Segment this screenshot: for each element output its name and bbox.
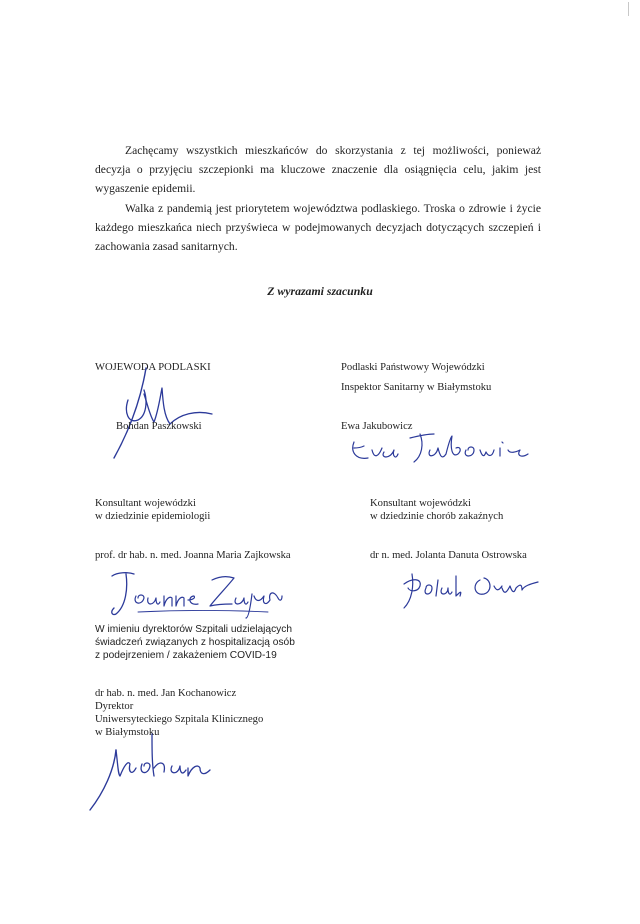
scan-mark: [628, 2, 629, 16]
dyrektorzy-line-1: W imieniu dyrektorów Szpitali udzielających: [95, 624, 293, 635]
paragraph-1: Zachęcamy wszystkich mieszkańców do skorzystania z tej możliwości, ponieważ decyzja o przyjęciu szczepionki ma kluczowe znaczenie dla osiągnięcia celu, jakim jest wygaszenie epidemii.: [95, 144, 541, 196]
epidemiologia-title-1: Konsultant wojewódzki: [95, 498, 196, 509]
paragraph-2: Walka z pandemią jest priorytetem województwa podlaskiego. Troska o zdrowie i życie każdego mieszkańca niech przyświeca w podejmowanych decyzjach dotyczących szczepień i zachowania zasad sanitarnych.: [95, 201, 541, 254]
dyrektorzy-line-3: z podejrzeniem / zakażeniem COVID-19: [95, 650, 277, 661]
epidemiologia-name: prof. dr hab. n. med. Joanna Maria Zajkowska: [95, 550, 291, 561]
letter-body: [95, 141, 541, 256]
epidemiologia-signature: [108, 566, 284, 620]
wojewoda-signature: [108, 366, 218, 462]
dyrektorzy-line-2: świadczeń związanych z hospitalizacją osób: [95, 637, 295, 648]
inspektor-title-2: Inspektor Sanitarny w Białymstoku: [341, 382, 492, 393]
closing-salutation: Z wyrazami szacunku: [267, 284, 373, 298]
inspektor-name: Ewa Jakubowicz: [341, 421, 413, 432]
usk-signature: [88, 730, 212, 812]
wojewoda-title: WOJEWODA PODLASKI: [95, 362, 211, 373]
choroby-zakazne-signature: [398, 566, 544, 612]
inspektor-title-1: Podlaski Państwowy Wojewódzki: [341, 362, 485, 373]
choroby-zakazne-title-2: w dziedzinie chorób zakaźnych: [370, 511, 504, 522]
usk-position: Dyrektor: [95, 701, 134, 712]
wojewoda-name: Bohdan Paszkowski: [116, 421, 202, 432]
usk-institution-1: Uniwersyteckiego Szpitala Klinicznego: [95, 714, 264, 725]
usk-institution-2: w Białymstoku: [95, 727, 160, 738]
inspektor-signature: [350, 428, 530, 470]
epidemiologia-title-2: w dziedzinie epidemiologii: [95, 511, 211, 522]
choroby-zakazne-title-1: Konsultant wojewódzki: [370, 498, 471, 509]
choroby-zakazne-name: dr n. med. Jolanta Danuta Ostrowska: [370, 550, 527, 561]
usk-name: dr hab. n. med. Jan Kochanowicz: [95, 688, 237, 699]
